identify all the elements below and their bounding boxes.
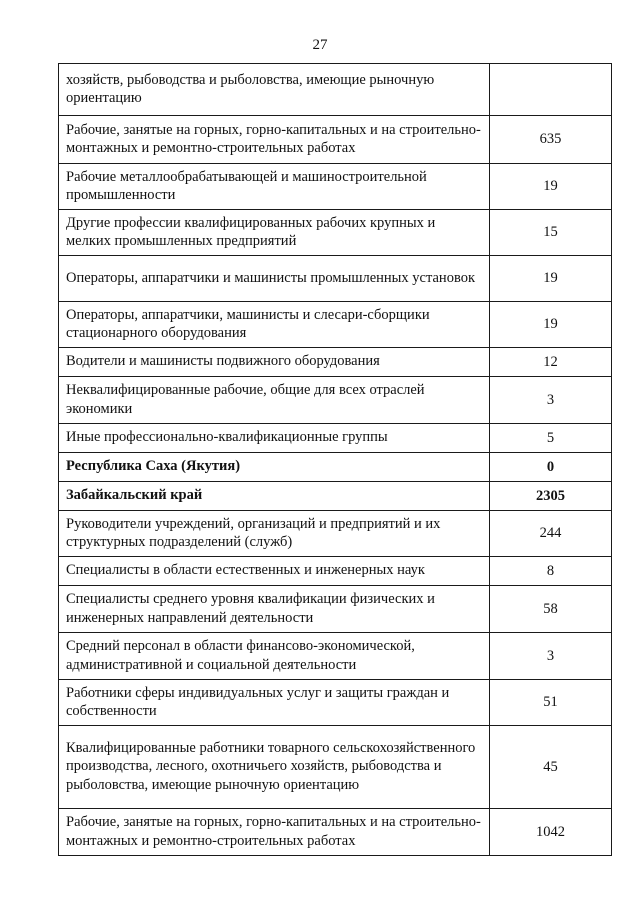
row-category-name: Квалифицированные работники товарного сельскохозяйственного производства, лесного, охотничьего хозяйств, рыбоводства и рыболовства, имеющие рыночную ориентацию	[59, 726, 490, 809]
row-category-name: Другие профессии квалифицированных рабочих крупных и мелких промышленных предприятий	[59, 210, 490, 256]
row-category-name: Водители и машинисты подвижного оборудования	[59, 348, 490, 377]
row-category-name: Иные профессионально-квалификационные группы	[59, 424, 490, 453]
table-row	[59, 809, 612, 856]
table-row	[59, 453, 612, 482]
table-row	[59, 348, 612, 377]
table-body	[59, 64, 612, 856]
table-row	[59, 256, 612, 302]
row-category-name: Специалисты среднего уровня квалификации физических и инженерных направлений деятельности	[59, 586, 490, 633]
row-count-value: 3	[490, 377, 612, 424]
row-category-name: Забайкальский край	[59, 482, 490, 511]
row-count-value: 19	[490, 164, 612, 210]
row-category-name: Республика Саха (Якутия)	[59, 453, 490, 482]
row-count-value: 19	[490, 302, 612, 348]
table-row	[59, 302, 612, 348]
table-row	[59, 633, 612, 680]
table-row	[59, 557, 612, 586]
row-count-value: 8	[490, 557, 612, 586]
row-count-value: 45	[490, 726, 612, 809]
row-count-value: 2305	[490, 482, 612, 511]
table-row	[59, 511, 612, 557]
row-count-value: 19	[490, 256, 612, 302]
row-count-value: 58	[490, 586, 612, 633]
row-category-name: Работники сферы индивидуальных услуг и защиты граждан и собственности	[59, 680, 490, 726]
table-row	[59, 164, 612, 210]
row-category-name: Специалисты в области естественных и инженерных наук	[59, 557, 490, 586]
row-count-value: 5	[490, 424, 612, 453]
occupation-table	[58, 63, 612, 856]
row-category-name: хозяйств, рыбоводства и рыболовства, имеющие рыночную ориентацию	[59, 64, 490, 116]
row-count-value: 51	[490, 680, 612, 726]
table-row	[59, 64, 612, 116]
row-category-name: Операторы, аппаратчики, машинисты и слесари-сборщики стационарного оборудования	[59, 302, 490, 348]
row-count-value: 12	[490, 348, 612, 377]
table-row	[59, 680, 612, 726]
row-count-value	[490, 64, 612, 116]
table-row	[59, 210, 612, 256]
row-count-value: 244	[490, 511, 612, 557]
row-count-value: 0	[490, 453, 612, 482]
row-count-value: 1042	[490, 809, 612, 856]
table-row	[59, 424, 612, 453]
row-count-value: 635	[490, 116, 612, 164]
row-category-name: Руководители учреждений, организаций и предприятий и их структурных подразделений (служб)	[59, 511, 490, 557]
row-count-value: 15	[490, 210, 612, 256]
table-row	[59, 586, 612, 633]
row-count-value: 3	[490, 633, 612, 680]
row-category-name: Рабочие, занятые на горных, горно-капитальных и на строительно-монтажных и ремонтно-строительных работах	[59, 116, 490, 164]
table-row	[59, 116, 612, 164]
row-category-name: Операторы, аппаратчики и машинисты промышленных установок	[59, 256, 490, 302]
row-category-name: Рабочие, занятые на горных, горно-капитальных и на строительно-монтажных и ремонтно-строительных работах	[59, 809, 490, 856]
row-category-name: Рабочие металлообрабатывающей и машиностроительной промышленности	[59, 164, 490, 210]
table-row	[59, 482, 612, 511]
table-row	[59, 726, 612, 809]
page-number: 27	[312, 37, 328, 53]
table-row	[59, 377, 612, 424]
row-category-name: Неквалифицированные рабочие, общие для всех отраслей экономики	[59, 377, 490, 424]
row-category-name: Средний персонал в области финансово-экономической, административной и социальной деятельности	[59, 633, 490, 680]
